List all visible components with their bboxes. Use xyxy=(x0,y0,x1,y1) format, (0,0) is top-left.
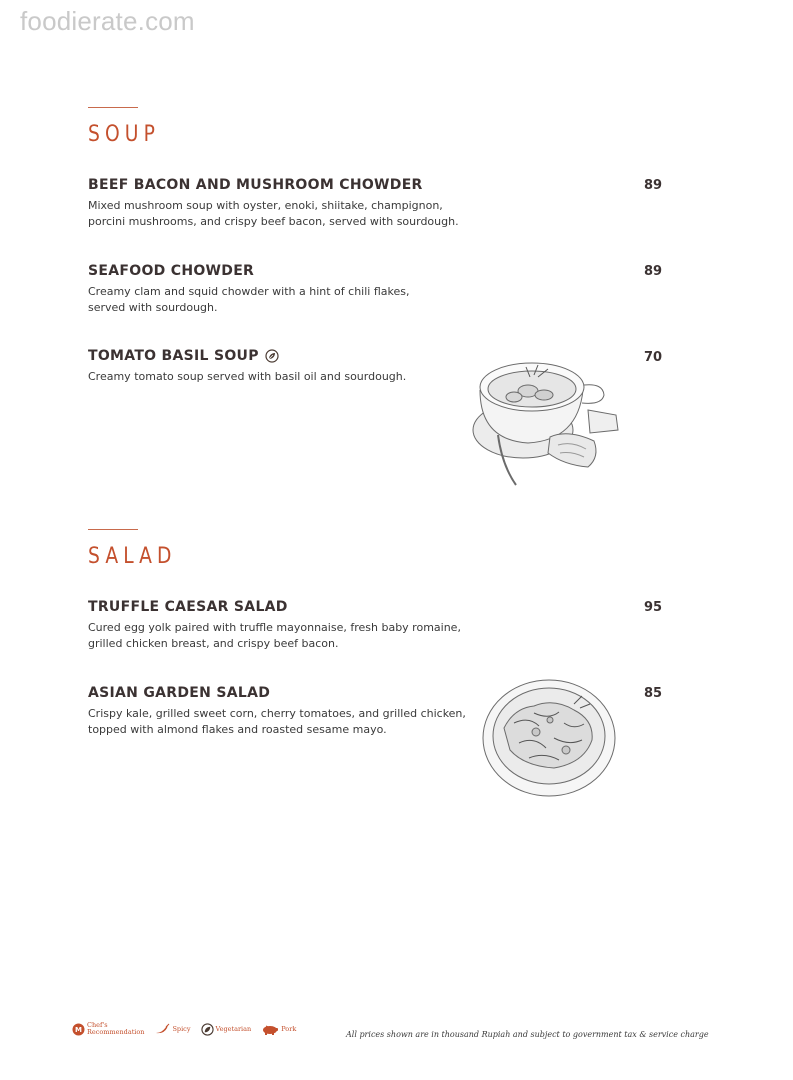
salad-plate-illustration xyxy=(474,668,624,803)
vegetarian-icon xyxy=(201,1023,214,1036)
legend xyxy=(72,1022,306,1036)
desc-line: grilled chicken breast, and crispy beef bacon. xyxy=(88,637,339,650)
desc-line: Mixed mushroom soup with oyster, enoki, shiitake, champignon, xyxy=(88,199,443,212)
footer-note: All prices shown are in thousand Rupiah and subject to government tax & service charge xyxy=(346,1030,709,1039)
section-title-soup: SOUP xyxy=(88,122,160,147)
item-name: TRUFFLE CAESAR SALAD xyxy=(88,599,288,615)
legend-pork xyxy=(261,1024,296,1035)
watermark: foodierate.com xyxy=(20,6,195,36)
legend-label-spicy: Spicy xyxy=(172,1024,191,1033)
desc-line: Crispy kale, grilled sweet corn, cherry tomatoes, and grilled chicken, xyxy=(88,707,466,720)
item-name: TOMATO BASIL SOUP xyxy=(88,348,259,364)
desc-line: served with sourdough. xyxy=(88,301,218,314)
desc-line: Creamy clam and squid chowder with a hint of chili flakes, xyxy=(88,285,410,298)
item-description xyxy=(88,369,468,385)
pig-icon xyxy=(261,1024,279,1035)
legend-label-chef xyxy=(87,1022,144,1036)
menu-item xyxy=(88,263,668,316)
item-price: 70 xyxy=(644,350,663,365)
soup-bowl-illustration xyxy=(468,345,628,490)
chili-icon xyxy=(154,1023,170,1035)
footer xyxy=(72,1022,712,1046)
item-description xyxy=(88,284,468,316)
item-price: 95 xyxy=(644,600,663,615)
legend-chef xyxy=(72,1022,144,1036)
item-description xyxy=(88,620,468,652)
desc-line: Cured egg yolk paired with truffle mayonnaise, fresh baby romaine, xyxy=(88,621,461,634)
legend-vegetarian xyxy=(201,1023,252,1036)
legend-label-pork: Pork xyxy=(281,1024,297,1033)
menu-item xyxy=(88,599,668,652)
item-price: 85 xyxy=(644,686,663,701)
legend-spicy xyxy=(154,1023,190,1035)
item-name: SEAFOOD CHOWDER xyxy=(88,263,255,279)
item-name: ASIAN GARDEN SALAD xyxy=(88,685,271,701)
legend-label-line: Recommendation xyxy=(87,1028,145,1036)
item-description xyxy=(88,198,468,230)
soup-rule xyxy=(88,107,138,108)
item-price: 89 xyxy=(644,178,663,193)
desc-line: porcini mushrooms, and crispy beef bacon, served with sourdough. xyxy=(88,215,459,228)
desc-line: topped with almond flakes and roasted sesame mayo. xyxy=(88,723,387,736)
item-price: 89 xyxy=(644,264,663,279)
menu-item xyxy=(88,177,668,230)
item-name: BEEF BACON AND MUSHROOM CHOWDER xyxy=(88,177,423,193)
vegetarian-icon xyxy=(265,349,279,363)
section-title-salad: SALAD xyxy=(88,544,177,569)
chef-recommendation-icon xyxy=(72,1023,85,1036)
item-description xyxy=(88,706,488,738)
desc-line: Creamy tomato soup served with basil oil and sourdough. xyxy=(88,370,407,383)
legend-label-line: Chef's xyxy=(87,1021,108,1029)
legend-label-vegetarian: Vegetarian xyxy=(215,1024,252,1033)
svg-text:M: M xyxy=(75,1025,82,1034)
salad-rule xyxy=(88,529,138,530)
